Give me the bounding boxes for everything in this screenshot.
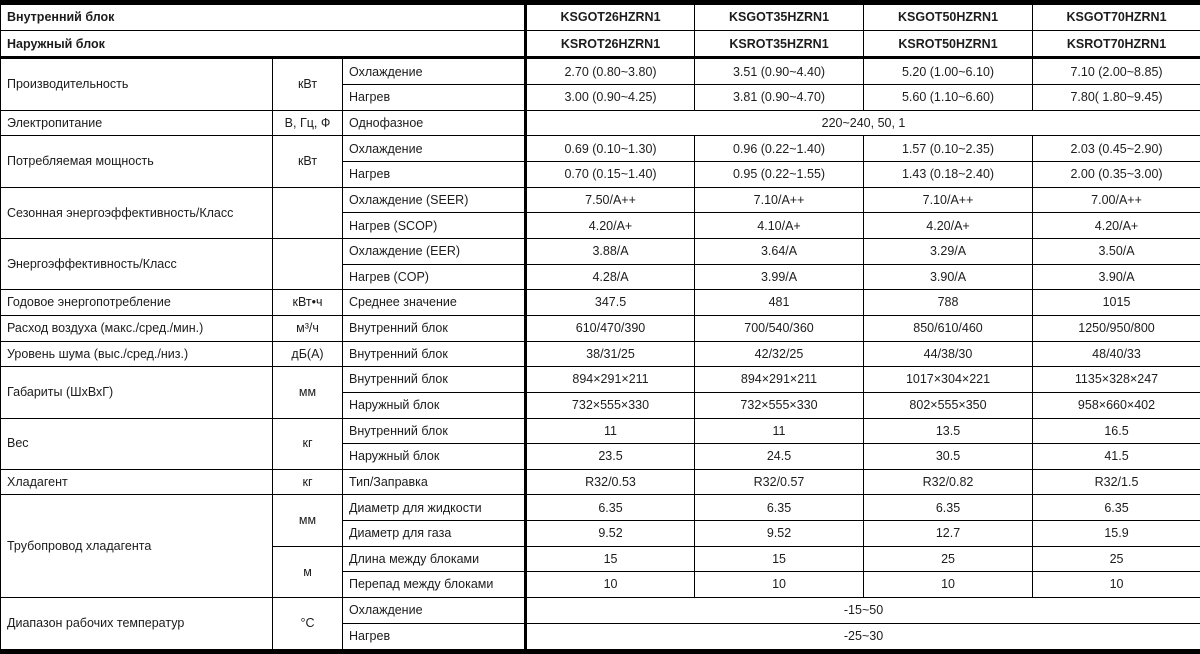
- value-cell: R32/0.57: [695, 469, 864, 495]
- unit-cell: кг: [273, 418, 343, 469]
- table-row: [1, 469, 1200, 495]
- value-cell: 1135×328×247: [1033, 367, 1200, 393]
- table-row: [1, 187, 1200, 213]
- param-cell: Вес: [1, 418, 273, 469]
- unit-cell: кВт•ч: [273, 290, 343, 316]
- merged-value-cell: -15~50: [526, 598, 1200, 624]
- subparam-cell: Нагрев (COP): [343, 264, 526, 290]
- value-cell: 9.52: [695, 521, 864, 547]
- outdoor-model-row: [1, 31, 1200, 58]
- table-row: [1, 315, 1200, 341]
- value-cell: 42/32/25: [695, 341, 864, 367]
- value-cell: 3.50/A: [1033, 239, 1200, 265]
- value-cell: 2.70 (0.80~3.80): [526, 58, 695, 85]
- indoor-model: KSGOT26HZRN1: [526, 3, 695, 31]
- value-cell: 15.9: [1033, 521, 1200, 547]
- value-cell: 1015: [1033, 290, 1200, 316]
- value-cell: R32/0.82: [864, 469, 1033, 495]
- value-cell: 2.03 (0.45~2.90): [1033, 136, 1200, 162]
- subparam-cell: Внутренний блок: [343, 315, 526, 341]
- value-cell: 4.20/A+: [526, 213, 695, 239]
- param-cell: Сезонная энергоэффективность/Класс: [1, 187, 273, 238]
- param-cell: Годовое энергопотребление: [1, 290, 273, 316]
- subparam-cell: Тип/Заправка: [343, 469, 526, 495]
- value-cell: 700/540/360: [695, 315, 864, 341]
- value-cell: 15: [695, 546, 864, 572]
- param-cell: Трубопровод хладагента: [1, 495, 273, 598]
- value-cell: 6.35: [864, 495, 1033, 521]
- value-cell: 23.5: [526, 444, 695, 470]
- value-cell: 11: [526, 418, 695, 444]
- table-row: [1, 110, 1200, 136]
- table-row: [1, 136, 1200, 162]
- value-cell: 38/31/25: [526, 341, 695, 367]
- subparam-cell: Диаметр для жидкости: [343, 495, 526, 521]
- unit-cell: кВт: [273, 58, 343, 111]
- value-cell: 3.90/A: [864, 264, 1033, 290]
- value-cell: 7.50/A++: [526, 187, 695, 213]
- value-cell: 5.20 (1.00~6.10): [864, 58, 1033, 85]
- unit-cell: кг: [273, 469, 343, 495]
- value-cell: 15: [526, 546, 695, 572]
- value-cell: 6.35: [695, 495, 864, 521]
- table-row: [1, 58, 1200, 85]
- subparam-cell: Внутренний блок: [343, 367, 526, 393]
- param-cell: Диапазон рабочих температур: [1, 598, 273, 652]
- table-row: [1, 495, 1200, 521]
- value-cell: 10: [526, 572, 695, 598]
- value-cell: 610/470/390: [526, 315, 695, 341]
- value-cell: 3.90/A: [1033, 264, 1200, 290]
- subparam-cell: Наружный блок: [343, 392, 526, 418]
- value-cell: 7.10/A++: [864, 187, 1033, 213]
- value-cell: 7.10 (2.00~8.85): [1033, 58, 1200, 85]
- value-cell: 7.00/A++: [1033, 187, 1200, 213]
- subparam-cell: Нагрев: [343, 85, 526, 111]
- value-cell: 788: [864, 290, 1033, 316]
- subparam-cell: Нагрев: [343, 623, 526, 651]
- value-cell: 3.99/A: [695, 264, 864, 290]
- value-cell: 2.00 (0.35~3.00): [1033, 162, 1200, 188]
- subparam-cell: Охлаждение (EER): [343, 239, 526, 265]
- subparam-cell: Наружный блок: [343, 444, 526, 470]
- value-cell: 850/610/460: [864, 315, 1033, 341]
- value-cell: 25: [1033, 546, 1200, 572]
- value-cell: 4.20/A+: [1033, 213, 1200, 239]
- value-cell: 802×555×350: [864, 392, 1033, 418]
- value-cell: 3.29/A: [864, 239, 1033, 265]
- value-cell: 0.70 (0.15~1.40): [526, 162, 695, 188]
- subparam-cell: Внутренний блок: [343, 418, 526, 444]
- value-cell: 4.28/A: [526, 264, 695, 290]
- param-cell: Габариты (ШхВхГ): [1, 367, 273, 418]
- value-cell: 5.60 (1.10~6.60): [864, 85, 1033, 111]
- value-cell: 1017×304×221: [864, 367, 1033, 393]
- table-row: [1, 290, 1200, 316]
- unit-cell: м: [273, 546, 343, 597]
- value-cell: 10: [864, 572, 1033, 598]
- value-cell: 10: [1033, 572, 1200, 598]
- unit-cell: °С: [273, 598, 343, 652]
- outdoor-model: KSROT26HZRN1: [526, 31, 695, 58]
- value-cell: 732×555×330: [695, 392, 864, 418]
- param-cell: Энергоэффективность/Класс: [1, 239, 273, 290]
- value-cell: 481: [695, 290, 864, 316]
- value-cell: 48/40/33: [1033, 341, 1200, 367]
- unit-cell: м³/ч: [273, 315, 343, 341]
- subparam-cell: Охлаждение: [343, 598, 526, 624]
- value-cell: 11: [695, 418, 864, 444]
- value-cell: 7.10/A++: [695, 187, 864, 213]
- table-row: [1, 598, 1200, 624]
- value-cell: 6.35: [526, 495, 695, 521]
- indoor-unit-label: Внутренний блок: [1, 3, 526, 31]
- value-cell: 13.5: [864, 418, 1033, 444]
- value-cell: 30.5: [864, 444, 1033, 470]
- subparam-cell: Охлаждение: [343, 58, 526, 85]
- param-cell: Расход воздуха (макс./сред./мин.): [1, 315, 273, 341]
- value-cell: R32/0.53: [526, 469, 695, 495]
- subparam-cell: Нагрев: [343, 162, 526, 188]
- value-cell: 0.95 (0.22~1.55): [695, 162, 864, 188]
- value-cell: 24.5: [695, 444, 864, 470]
- indoor-model: KSGOT35HZRN1: [695, 3, 864, 31]
- value-cell: 4.10/A+: [695, 213, 864, 239]
- value-cell: 0.96 (0.22~1.40): [695, 136, 864, 162]
- unit-cell: [273, 239, 343, 290]
- unit-cell: кВт: [273, 136, 343, 187]
- unit-cell: [273, 187, 343, 238]
- merged-value-cell: -25~30: [526, 623, 1200, 651]
- outdoor-model: KSROT50HZRN1: [864, 31, 1033, 58]
- merged-value-cell: 220~240, 50, 1: [526, 110, 1200, 136]
- value-cell: 3.00 (0.90~4.25): [526, 85, 695, 111]
- value-cell: 894×291×211: [695, 367, 864, 393]
- value-cell: 44/38/30: [864, 341, 1033, 367]
- value-cell: 6.35: [1033, 495, 1200, 521]
- subparam-cell: Длина между блоками: [343, 546, 526, 572]
- param-cell: Потребляемая мощность: [1, 136, 273, 187]
- value-cell: 16.5: [1033, 418, 1200, 444]
- value-cell: 1.57 (0.10~2.35): [864, 136, 1033, 162]
- value-cell: 3.51 (0.90~4.40): [695, 58, 864, 85]
- unit-cell: В, Гц, Ф: [273, 110, 343, 136]
- table-row: [1, 367, 1200, 393]
- outdoor-model: KSROT70HZRN1: [1033, 31, 1200, 58]
- value-cell: 12.7: [864, 521, 1033, 547]
- subparam-cell: Охлаждение: [343, 136, 526, 162]
- unit-cell: дБ(А): [273, 341, 343, 367]
- param-cell: Хладагент: [1, 469, 273, 495]
- value-cell: 347.5: [526, 290, 695, 316]
- unit-cell: мм: [273, 367, 343, 418]
- value-cell: 41.5: [1033, 444, 1200, 470]
- subparam-cell: Среднее значение: [343, 290, 526, 316]
- value-cell: 4.20/A+: [864, 213, 1033, 239]
- indoor-model-row: [1, 3, 1200, 31]
- value-cell: 7.80( 1.80~9.45): [1033, 85, 1200, 111]
- param-cell: Электропитание: [1, 110, 273, 136]
- value-cell: 10: [695, 572, 864, 598]
- value-cell: 732×555×330: [526, 392, 695, 418]
- param-cell: Уровень шума (выс./сред./низ.): [1, 341, 273, 367]
- value-cell: 3.81 (0.90~4.70): [695, 85, 864, 111]
- subparam-cell: Диаметр для газа: [343, 521, 526, 547]
- value-cell: 1.43 (0.18~2.40): [864, 162, 1033, 188]
- subparam-cell: Внутренний блок: [343, 341, 526, 367]
- table-row: [1, 239, 1200, 265]
- value-cell: 3.64/A: [695, 239, 864, 265]
- table-row: [1, 341, 1200, 367]
- value-cell: R32/1.5: [1033, 469, 1200, 495]
- subparam-cell: Однофазное: [343, 110, 526, 136]
- outdoor-model: KSROT35HZRN1: [695, 31, 864, 58]
- subparam-cell: Охлаждение (SEER): [343, 187, 526, 213]
- value-cell: 894×291×211: [526, 367, 695, 393]
- value-cell: 3.88/A: [526, 239, 695, 265]
- indoor-model: KSGOT50HZRN1: [864, 3, 1033, 31]
- value-cell: 25: [864, 546, 1033, 572]
- indoor-model: KSGOT70HZRN1: [1033, 3, 1200, 31]
- value-cell: 958×660×402: [1033, 392, 1200, 418]
- subparam-cell: Перепад между блоками: [343, 572, 526, 598]
- unit-cell: мм: [273, 495, 343, 546]
- param-cell: Производительность: [1, 58, 273, 111]
- outdoor-unit-label: Наружный блок: [1, 31, 526, 58]
- table-row: [1, 418, 1200, 444]
- value-cell: 1250/950/800: [1033, 315, 1200, 341]
- subparam-cell: Нагрев (SCOP): [343, 213, 526, 239]
- value-cell: 9.52: [526, 521, 695, 547]
- value-cell: 0.69 (0.10~1.30): [526, 136, 695, 162]
